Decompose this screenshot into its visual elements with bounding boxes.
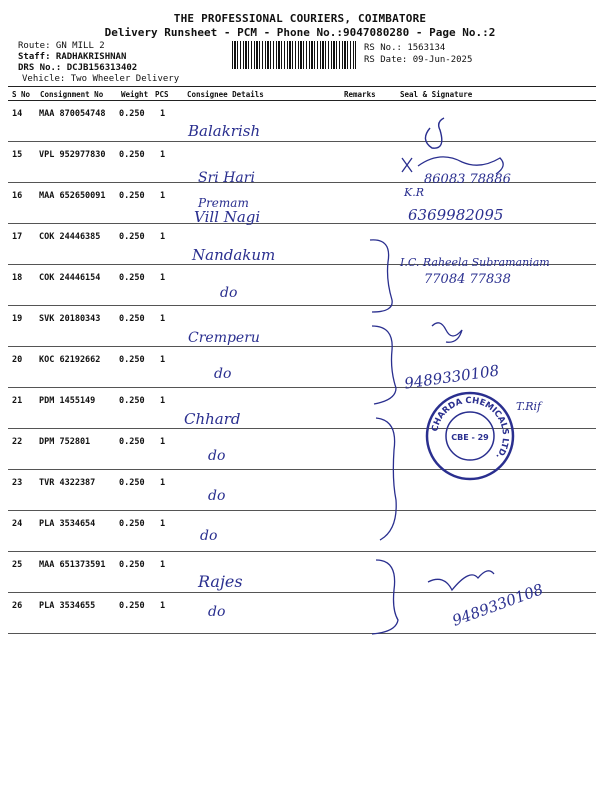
row-weight: 0.250 xyxy=(119,601,145,611)
row-consignment: COK 24446154 xyxy=(39,273,101,283)
row-sno: 20 xyxy=(12,355,23,365)
seal-center-text: CBE - 29 xyxy=(451,433,489,442)
row-consignment: MAA 652650091 xyxy=(39,191,106,201)
company-name: THE PROFESSIONAL COURIERS, COIMBATORE xyxy=(173,12,427,25)
ditto-mark: do xyxy=(208,448,226,464)
handwritten-name: Sri Hari xyxy=(198,170,255,186)
row-pcs: 1 xyxy=(160,601,166,611)
row-consignment: SVK 20180343 xyxy=(39,314,101,324)
row-consignment: MAA 870054748 xyxy=(39,109,106,119)
staff-label: Staff: RADHAKRISHNAN xyxy=(18,52,127,62)
row-sno: 26 xyxy=(12,601,23,611)
handwritten-phone: 86083 78886 xyxy=(424,172,511,187)
row-consignment: MAA 651373591 xyxy=(39,560,106,570)
row-sno: 24 xyxy=(12,519,23,529)
ditto-mark: do xyxy=(208,488,226,504)
col-seal: Seal & Signature xyxy=(400,90,473,99)
row-sno: 21 xyxy=(12,396,23,406)
row-pcs: 1 xyxy=(160,314,166,324)
handwritten-name: Rajes xyxy=(198,572,243,591)
svg-text:CHARDA CHEMICALS LTD. xyxy=(430,396,510,461)
row-weight: 0.250 xyxy=(119,519,145,529)
row-consignment: COK 24446385 xyxy=(39,232,101,242)
col-consignment: Consignment No xyxy=(40,90,104,99)
row-consignment: TVR 4322387 xyxy=(39,478,96,488)
col-pcs: PCS xyxy=(155,90,169,99)
row-pcs: 1 xyxy=(160,519,166,529)
row-pcs: 1 xyxy=(160,355,166,365)
handwritten-note: T.Rif xyxy=(516,400,542,413)
row-sno: 15 xyxy=(12,150,23,160)
handwritten-note: I.C. Raheela Subramaniam xyxy=(400,256,550,269)
route-label: Route: GN MILL 2 xyxy=(18,41,105,51)
row-weight: 0.250 xyxy=(119,355,145,365)
handwritten-phone: 9489330108 xyxy=(449,580,546,630)
row-weight: 0.250 xyxy=(119,560,145,570)
row-weight: 0.250 xyxy=(119,150,145,160)
row-sno: 23 xyxy=(12,478,23,488)
handwritten-phone: 6369982095 xyxy=(408,206,504,224)
company-seal xyxy=(424,390,516,482)
handwritten-name: Balakrish xyxy=(188,122,261,140)
row-pcs: 1 xyxy=(160,478,166,488)
ditto-mark: do xyxy=(208,604,226,620)
row-sno: 25 xyxy=(12,560,23,570)
col-weight: Weight xyxy=(121,90,149,99)
row-weight: 0.250 xyxy=(119,109,145,119)
handwritten-note: K.R xyxy=(404,186,424,199)
row-sno: 22 xyxy=(12,437,23,447)
ditto-mark: do xyxy=(220,285,238,301)
row-pcs: 1 xyxy=(160,109,166,119)
handwritten-name: Vill Nagi xyxy=(194,208,261,226)
ditto-mark: do xyxy=(214,366,232,382)
row-pcs: 1 xyxy=(160,560,166,570)
row-consignment: KOC 62192662 xyxy=(39,355,101,365)
row-sno: 17 xyxy=(12,232,23,242)
row-sno: 14 xyxy=(12,109,23,119)
row-consignment: PLA 3534654 xyxy=(39,519,96,529)
row-consignment: PLA 3534655 xyxy=(39,601,96,611)
row-weight: 0.250 xyxy=(119,478,145,488)
row-sno: 18 xyxy=(12,273,23,283)
row-weight: 0.250 xyxy=(119,232,145,242)
handwritten-name: Nandakum xyxy=(192,246,276,264)
row-weight: 0.250 xyxy=(119,396,145,406)
row-pcs: 1 xyxy=(160,273,166,283)
row-pcs: 1 xyxy=(160,396,166,406)
row-consignment: DPM 752801 xyxy=(39,437,91,447)
seal-ring-text: CHARDA CHEMICALS LTD. xyxy=(430,395,511,461)
runsheet-title: Delivery Runsheet - PCM - Phone No.:9047080280 - Page No.:2 xyxy=(104,26,496,39)
handwritten-phone: 9489330108 xyxy=(403,361,501,393)
handwritten-name: Premam xyxy=(198,196,249,210)
vehicle-label: Vehicle: Two Wheeler Delivery xyxy=(22,74,180,84)
row-pcs: 1 xyxy=(160,232,166,242)
handwritten-name: Cremperu xyxy=(188,330,260,346)
row-pcs: 1 xyxy=(160,437,166,447)
row-weight: 0.250 xyxy=(119,273,145,283)
row-sno: 16 xyxy=(12,191,23,201)
row-weight: 0.250 xyxy=(119,437,145,447)
row-sno: 19 xyxy=(12,314,23,324)
rs-date: RS Date: 09-Jun-2025 xyxy=(364,55,473,65)
handwritten-name: Chhard xyxy=(184,410,241,428)
col-sno: S No xyxy=(12,90,31,99)
col-consignee: Consignee Details xyxy=(187,90,264,99)
row-consignment: PDM 1455149 xyxy=(39,396,96,406)
col-remarks: Remarks xyxy=(344,90,376,99)
rs-number: RS No.: 1563134 xyxy=(364,43,446,53)
row-weight: 0.250 xyxy=(119,314,145,324)
ditto-mark: do xyxy=(200,528,218,544)
handwritten-phone: 77084 77838 xyxy=(424,272,511,287)
row-consignment: VPL 952977830 xyxy=(39,150,106,160)
drs-label: DRS No.: DCJB156313402 xyxy=(18,63,138,73)
row-pcs: 1 xyxy=(160,150,166,160)
row-weight: 0.250 xyxy=(119,191,145,201)
row-pcs: 1 xyxy=(160,191,166,201)
